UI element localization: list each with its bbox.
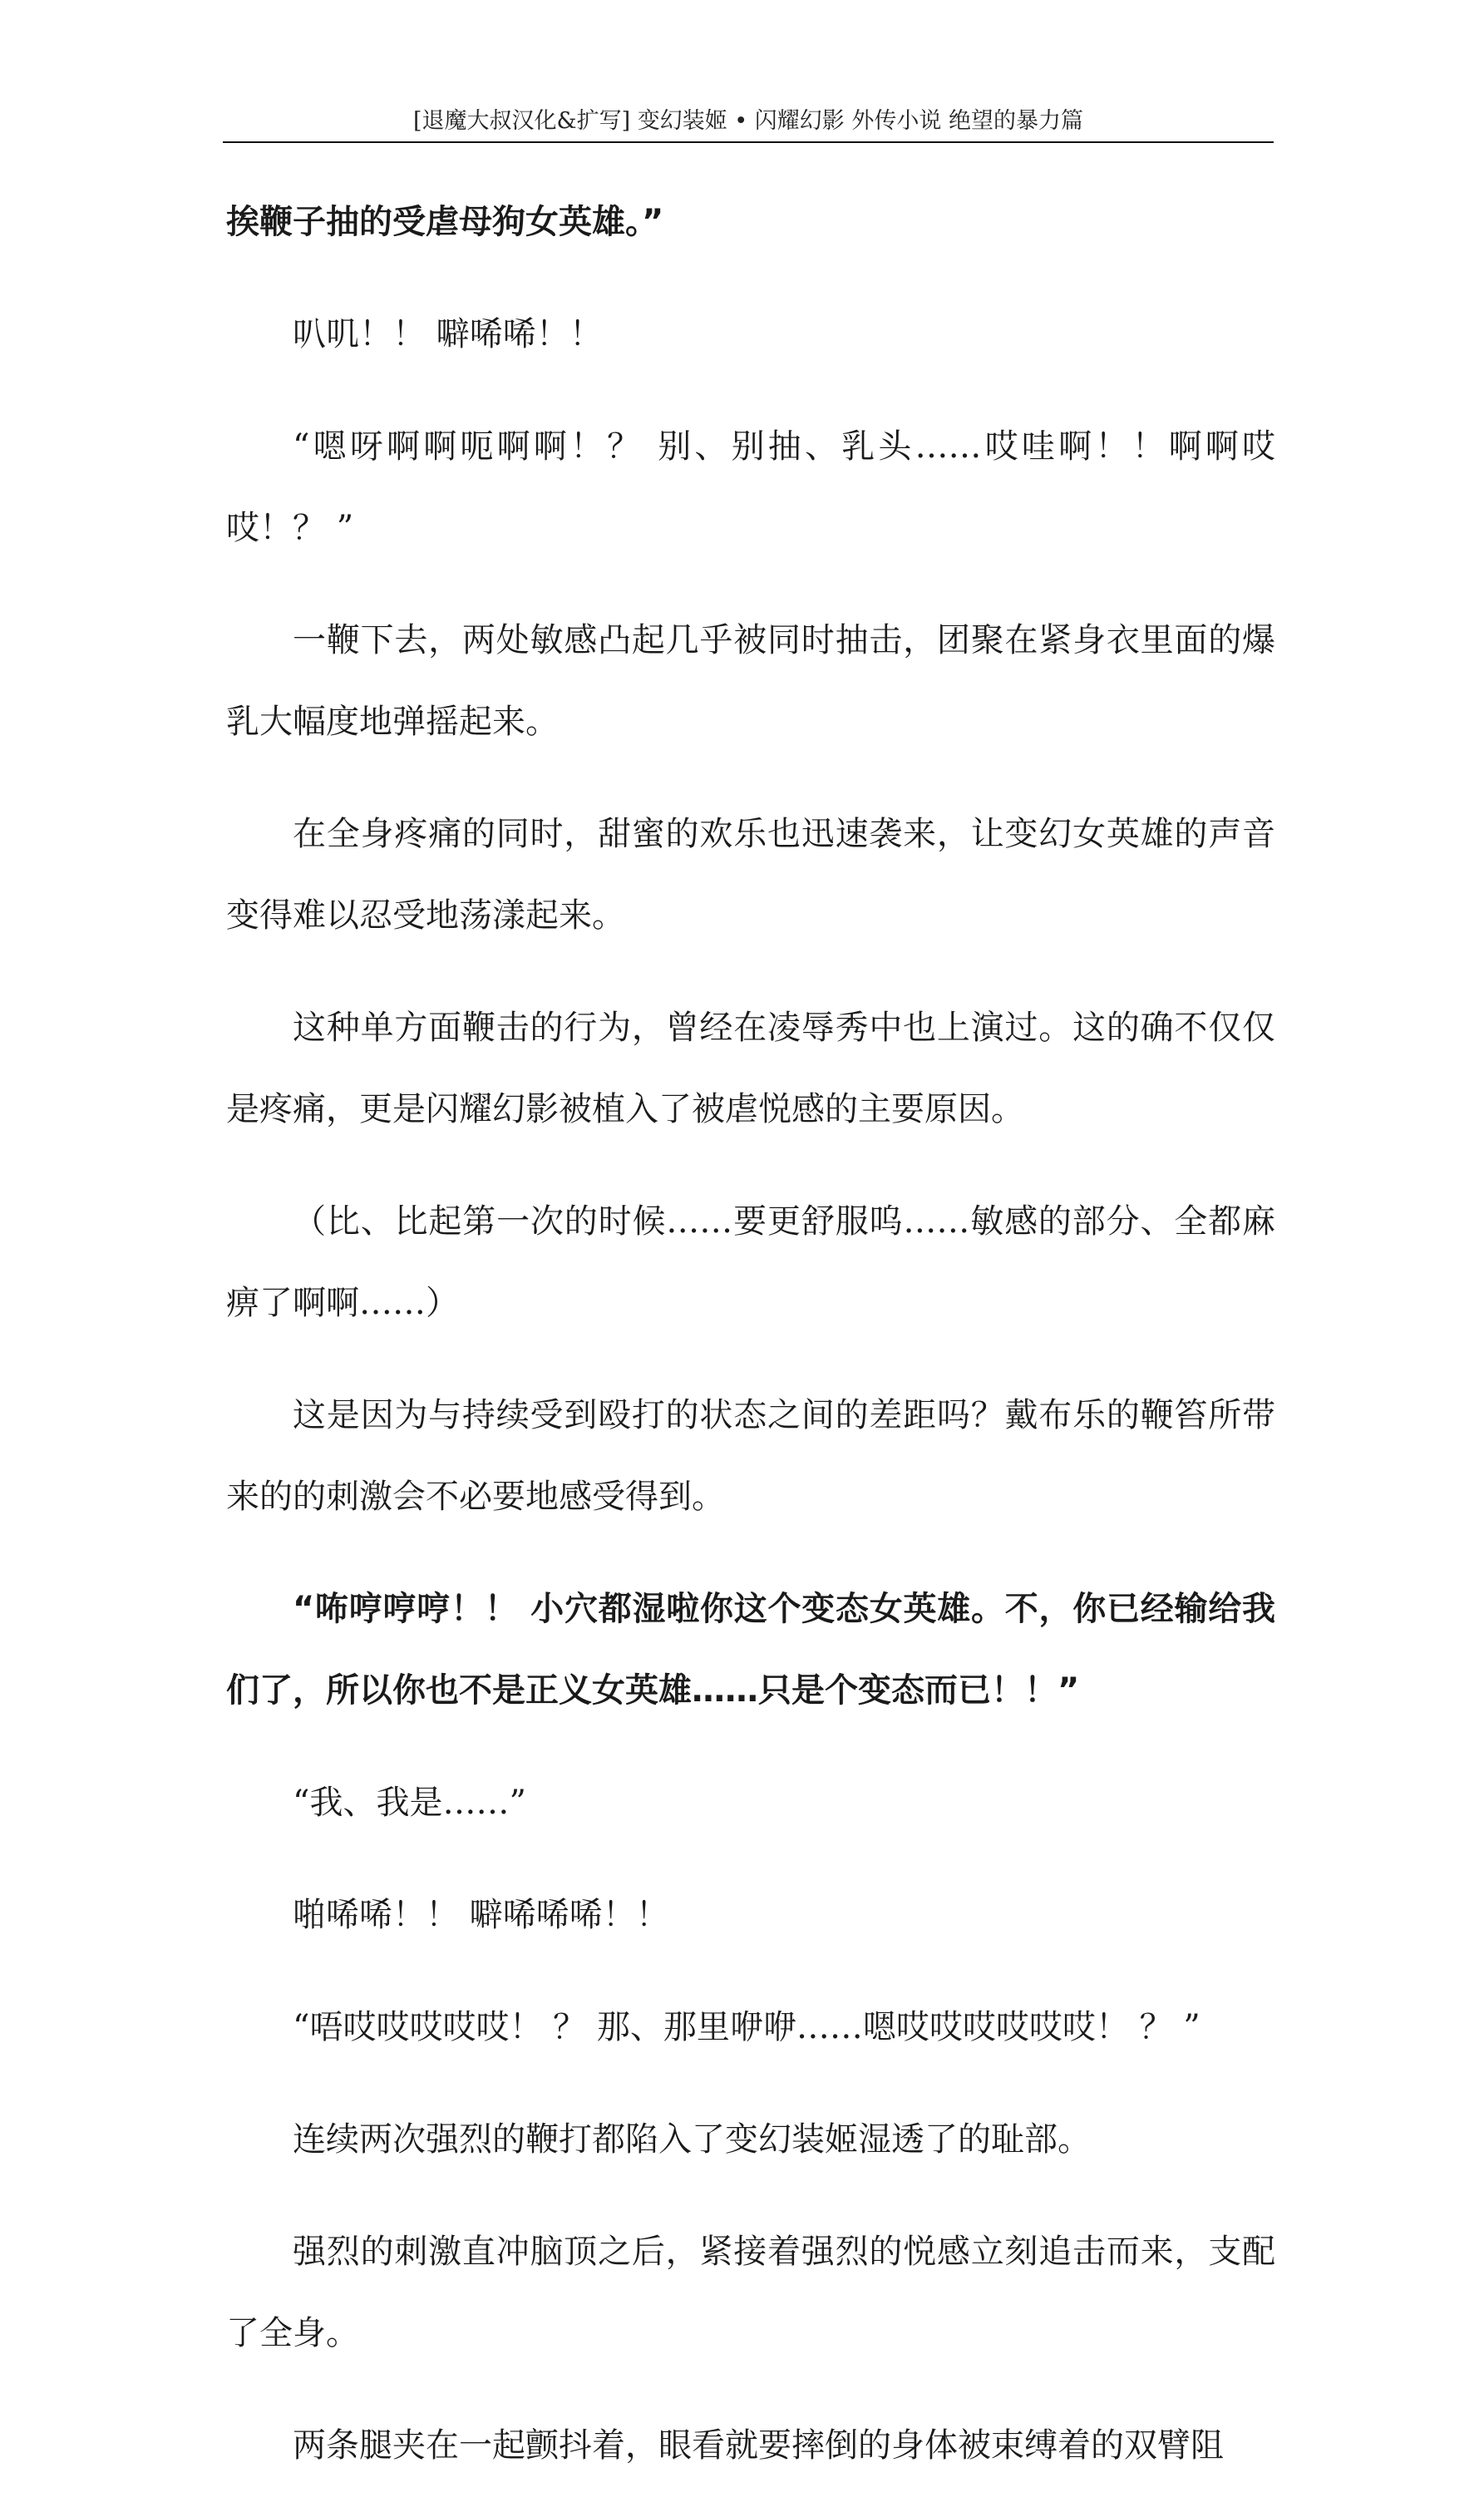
- page-header: [退魔大叔汉化&扩写] 变幻装姬 • 闪耀幻影 外传小说 绝望的暴力篇: [413, 108, 1083, 134]
- paragraph: “咘哼哼哼！！ 小穴都湿啦你这个变态女英雄。不，你已经输给我们了，所以你也不是正义女英雄……只是个变态而已！！”: [226, 1590, 1275, 1710]
- paragraph: “唔哎哎哎哎哎！ ？ 那、那里咿咿……嗯哎哎哎哎哎哎！ ？ ”: [293, 2008, 1201, 2046]
- paragraph: “嗯呀啊啊呃啊啊！？ 别、别抽、乳头……哎哇啊！！啊啊哎哎！？ ”: [226, 427, 1275, 547]
- paragraph: “我、我是……”: [293, 1784, 526, 1822]
- paragraph: 这是因为与持续受到殴打的状态之间的差距吗？戴布乐的鞭笞所带来的的刺激会不必要地感受得到。: [226, 1396, 1275, 1516]
- paragraph: 挨鞭子抽的受虐母狗女英雄。”: [226, 203, 664, 241]
- paragraph: 两条腿夹在一起颤抖着，眼看就要摔倒的身体被束缚着的双臂阻: [293, 2426, 1224, 2465]
- paragraph: （比、比起第一次的时候……要更舒服呜……敏感的部分、全都麻痹了啊啊……）: [226, 1202, 1275, 1322]
- paragraph: 连续两次强烈的鞭打都陷入了变幻装姬湿透了的耻部。: [293, 2120, 1091, 2159]
- header-rule: [223, 141, 1274, 143]
- paragraph: 叭叽！！ 噼唏唏！！: [293, 315, 603, 353]
- document-body: [226, 181, 1275, 2517]
- paragraph: 在全身疼痛的同时，甜蜜的欢乐也迅速袭来，让变幻女英雄的声音变得难以忍受地荡漾起来。: [226, 815, 1275, 935]
- paragraph: 一鞭下去，两处敏感凸起几乎被同时抽击，团聚在紧身衣里面的爆乳大幅度地弹摇起来。: [226, 621, 1275, 741]
- paragraph: 强烈的刺激直冲脑顶之后，紧接着强烈的悦感立刻追击而来，支配了全身。: [226, 2233, 1275, 2352]
- paragraph: 啪唏唏！！ 噼唏唏唏！！: [293, 1896, 669, 1934]
- paragraph: 这种单方面鞭击的行为，曾经在凌辱秀中也上演过。这的确不仅仅是疼痛，更是闪耀幻影被植入了被虐悦感的主要原因。: [226, 1009, 1275, 1128]
